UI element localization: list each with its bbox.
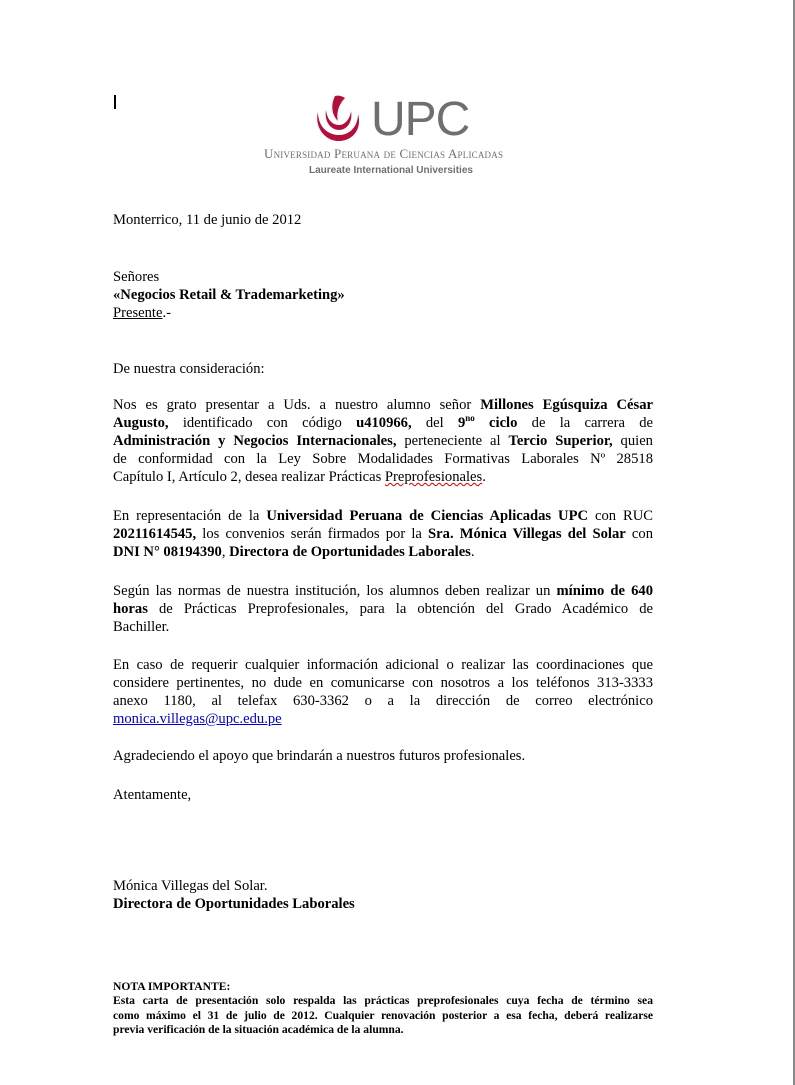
logo-university: Universidad Peruana de Ciencias Aplicadas bbox=[264, 146, 504, 161]
signature-block bbox=[113, 877, 653, 913]
greeting: De nuestra consideración: bbox=[113, 361, 265, 377]
paragraph-contact: En caso de requerir cualquier información adicional o realizar las coordinaciones que considere pertinentes, no dude en comunicarse con nosotros a los teléfonos 313-3333 anexo 1180, al telefax 630-3362 o a la dirección de correo electrónico monica.villegas@upc.edu.pe bbox=[113, 657, 653, 727]
closing: Atentamente, bbox=[113, 787, 192, 803]
addressee bbox=[113, 268, 653, 322]
paragraph-norms: Según las normas de nuestra institución, los alumnos deben realizar un mínimo de 640 horas de Prácticas Preprofesionales, para la obtención del Grado Académico de Bachiller. bbox=[113, 583, 653, 635]
upc-emblem-icon bbox=[312, 94, 364, 144]
presente-line: Presente.- bbox=[113, 305, 171, 321]
date-line: Monterrico, 11 de junio de 2012 bbox=[113, 212, 302, 228]
signer-name: Mónica Villegas del Solar. bbox=[113, 878, 268, 894]
text-cursor bbox=[114, 95, 116, 109]
important-note: NOTA IMPORTANTE: Esta carta de presentación solo respalda las prácticas preprofesionales cuya fecha de término sea como máximo el 31 de julio de 2012. Cualquier renovación posterior a esa fecha, deberá realizarse previa verificación de la situación académica de la alumna. bbox=[113, 980, 653, 1037]
email-link[interactable]: monica.villegas@upc.edu.pe bbox=[113, 711, 282, 727]
thanks-line: Agradeciendo el apoyo que brindarán a nuestros futuros profesionales. bbox=[113, 748, 526, 764]
paragraph-student: Nos es grato presentar a Uds. a nuestro alumno señor Millones Egúsquiza César Augusto, identificado con código u410966, del $9^{no}$ ciclo de la carrera de Administración y Negocios Internacionales, perteneciente al Tercio Superior, quien de conformidad con la Ley Sobre Modalidades Formativas Laborales Nº 28518 Capítulo I, Artículo 2, desea realizar Prácticas Preprofesionales. bbox=[113, 397, 653, 485]
logo-brand: UPC bbox=[371, 93, 470, 146]
upc-logo bbox=[262, 94, 532, 178]
salutation: Señores bbox=[113, 269, 160, 285]
paragraph-representation: En representación de la Universidad Peruana de Ciencias Aplicadas UPC con RUC 20211614545, los convenios serán firmados por la Sra. Mónica Villegas del Solar con DNI N° 08194390, Directora de Oportunidades Laborales. bbox=[113, 508, 653, 560]
logo-network: Laureate International Universities bbox=[309, 165, 473, 176]
note-heading: NOTA IMPORTANTE: bbox=[113, 980, 231, 993]
company-name: «Negocios Retail & Trademarketing» bbox=[113, 287, 345, 303]
signer-title: Directora de Oportunidades Laborales bbox=[113, 896, 355, 912]
